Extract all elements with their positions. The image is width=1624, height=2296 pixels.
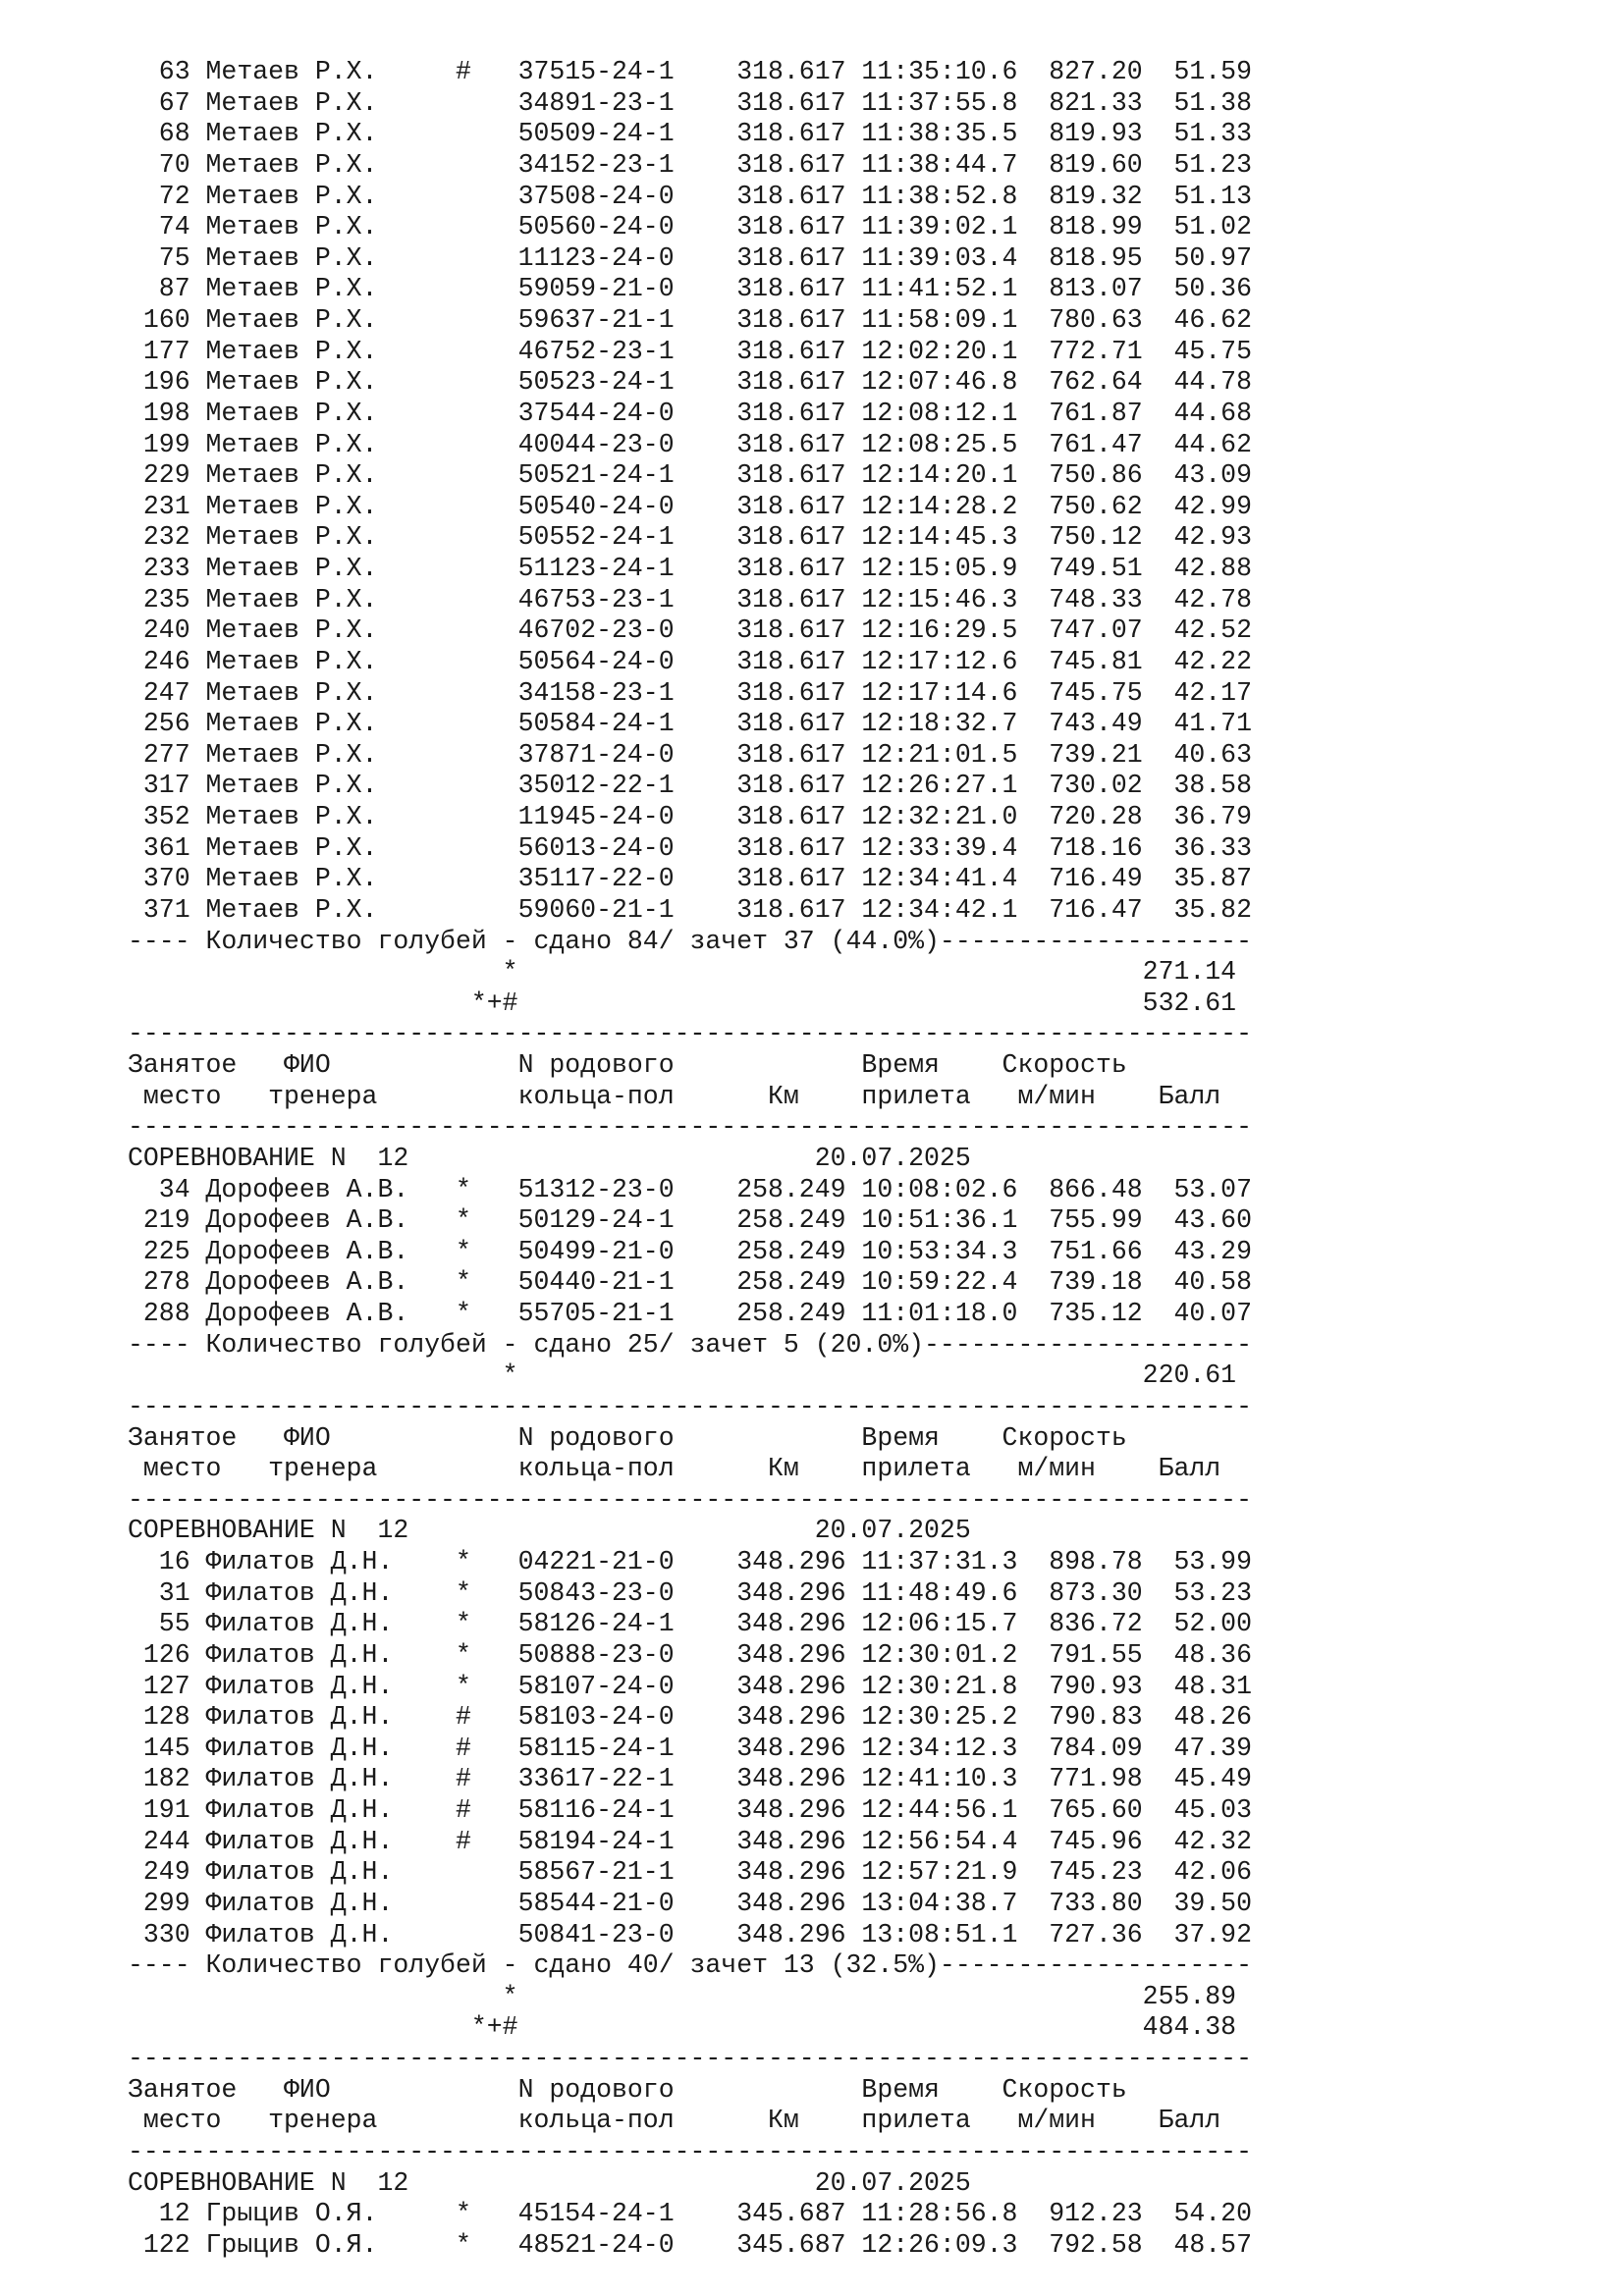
result-row: 177 Метаев Р.Х. 46752-23-1 318.617 12:02:20.1 772.71 45.75	[128, 336, 1252, 366]
divider-line: ------------------------------------------------------------------------	[128, 1112, 1252, 1143]
result-row: 370 Метаев Р.Х. 35117-22-0 318.617 12:34:41.4 716.49 35.87	[128, 864, 1252, 894]
result-row: 122 Грыцив О.Я. * 48521-24-0 345.687 12:26:09.3 792.58 48.57	[128, 2229, 1252, 2260]
column-header: место тренера кольца-пол Км прилета м/мин Балл	[128, 1081, 1221, 1111]
result-row: 232 Метаев Р.Х. 50552-24-1 318.617 12:14:45.3 750.12 42.93	[128, 522, 1252, 553]
result-row: 12 Грыцив О.Я. * 45154-24-1 345.687 11:28:56.8 912.23 54.20	[128, 2199, 1252, 2229]
result-row: 128 Филатов Д.Н. # 58103-24-0 348.296 12:30:25.2 790.83 48.26	[128, 1702, 1252, 1733]
result-row: 63 Метаев Р.Х. # 37515-24-1 318.617 11:35:10.6 827.20 51.59	[128, 57, 1252, 86]
result-row: 87 Метаев Р.Х. 59059-21-0 318.617 11:41:52.1 813.07 50.36	[128, 274, 1252, 304]
result-row: 317 Метаев Р.Х. 35012-22-1 318.617 12:26:27.1 730.02 38.58	[128, 771, 1252, 801]
result-row: 246 Метаев Р.Х. 50564-24-0 318.617 12:17:12.6 745.81 42.22	[128, 646, 1252, 676]
result-row: 196 Метаев Р.Х. 50523-24-1 318.617 12:07:46.8 762.64 44.78	[128, 367, 1252, 398]
result-row: 182 Филатов Д.Н. # 33617-22-1 348.296 12:41:10.3 771.98 45.49	[128, 1764, 1252, 1794]
result-row: 233 Метаев Р.Х. 51123-24-1 318.617 12:15:05.9 749.51 42.88	[128, 554, 1252, 583]
column-header: место тренера кольца-пол Км прилета м/мин Балл	[128, 2106, 1221, 2136]
column-header: Занятое ФИО N родового Время Скорость	[128, 2074, 1127, 2105]
column-header: Занятое ФИО N родового Время Скорость	[128, 1050, 1127, 1080]
divider-line: ------------------------------------------------------------------------	[128, 1391, 1252, 1421]
result-row: 231 Метаев Р.Х. 50540-24-0 318.617 12:14:28.2 750.62 42.99	[128, 491, 1252, 521]
result-row: 247 Метаев Р.Х. 34158-23-1 318.617 12:17:14.6 745.75 42.17	[128, 677, 1252, 708]
result-row: 75 Метаев Р.Х. 11123-24-0 318.617 11:39:03.4 818.95 50.97	[128, 242, 1252, 273]
points-total: *+# 532.61	[128, 988, 1237, 1018]
divider-line: ------------------------------------------------------------------------	[128, 2044, 1252, 2073]
competition-header: СОРЕВНОВАНИЕ N 12 20.07.2025	[128, 2167, 971, 2198]
result-row: 277 Метаев Р.Х. 37871-24-0 318.617 12:21:01.5 739.21 40.63	[128, 739, 1252, 770]
result-row: 249 Филатов Д.Н. 58567-21-1 348.296 12:57:21.9 745.23 42.06	[128, 1857, 1252, 1888]
divider-line: ------------------------------------------------------------------------	[128, 2136, 1252, 2166]
result-row: 68 Метаев Р.Х. 50509-24-1 318.617 11:38:35.5 819.93 51.33	[128, 119, 1252, 149]
points-total: * 220.61	[128, 1361, 1237, 1391]
result-row: 145 Филатов Д.Н. # 58115-24-1 348.296 12:34:12.3 784.09 47.39	[128, 1733, 1252, 1763]
result-row: 244 Филатов Д.Н. # 58194-24-1 348.296 12:56:54.4 745.96 42.32	[128, 1826, 1252, 1856]
result-row: 361 Метаев Р.Х. 56013-24-0 318.617 12:33:39.4 718.16 36.33	[128, 832, 1252, 863]
result-row: 191 Филатов Д.Н. # 58116-24-1 348.296 12:44:56.1 765.60 45.03	[128, 1795, 1252, 1825]
column-header: Занятое ФИО N родового Время Скорость	[128, 1422, 1127, 1453]
divider-line: ------------------------------------------------------------------------	[128, 1019, 1252, 1049]
result-row: 352 Метаев Р.Х. 11945-24-0 318.617 12:32:21.0 720.28 36.79	[128, 802, 1252, 831]
points-total: * 271.14	[128, 957, 1237, 988]
result-row: 240 Метаев Р.Х. 46702-23-0 318.617 12:16:29.5 747.07 42.52	[128, 615, 1252, 646]
result-row: 288 Дорофеев А.В. * 55705-21-1 258.249 11:01:18.0 735.12 40.07	[128, 1299, 1252, 1328]
result-row: 127 Филатов Д.Н. * 58107-24-0 348.296 12:30:21.8 790.93 48.31	[128, 1671, 1252, 1701]
result-row: 371 Метаев Р.Х. 59060-21-1 318.617 12:34:42.1 716.47 35.82	[128, 894, 1252, 925]
summary-line: ---- Количество голубей - сдано 84/ зачет 37 (44.0%)--------------------	[128, 926, 1252, 956]
result-row: 74 Метаев Р.Х. 50560-24-0 318.617 11:39:02.1 818.99 51.02	[128, 212, 1252, 242]
summary-line: ---- Количество голубей - сдано 40/ зачет 13 (32.5%)--------------------	[128, 1950, 1252, 1981]
result-row: 70 Метаев Р.Х. 34152-23-1 318.617 11:38:44.7 819.60 51.23	[128, 149, 1252, 180]
summary-line: ---- Количество голубей - сдано 25/ зачет 5 (20.0%)---------------------	[128, 1329, 1252, 1360]
result-row: 330 Филатов Д.Н. 50841-23-0 348.296 13:08:51.1 727.36 37.92	[128, 1919, 1252, 1949]
points-total: *+# 484.38	[128, 2012, 1237, 2043]
result-row: 31 Филатов Д.Н. * 50843-23-0 348.296 11:48:49.6 873.30 53.23	[128, 1577, 1252, 1608]
result-row: 278 Дорофеев А.В. * 50440-21-1 258.249 10:59:22.4 739.18 40.58	[128, 1267, 1252, 1298]
result-row: 72 Метаев Р.Х. 37508-24-0 318.617 11:38:52.8 819.32 51.13	[128, 181, 1252, 211]
result-row: 299 Филатов Д.Н. 58544-21-0 348.296 13:04:38.7 733.80 39.50	[128, 1888, 1252, 1918]
result-row: 126 Филатов Д.Н. * 50888-23-0 348.296 12:30:01.2 791.55 48.36	[128, 1639, 1252, 1670]
result-row: 16 Филатов Д.Н. * 04221-21-0 348.296 11:37:31.3 898.78 53.99	[128, 1547, 1252, 1576]
result-row: 225 Дорофеев А.В. * 50499-21-0 258.249 10:53:34.3 751.66 43.29	[128, 1236, 1252, 1266]
result-row: 160 Метаев Р.Х. 59637-21-1 318.617 11:58:09.1 780.63 46.62	[128, 305, 1252, 335]
result-row: 34 Дорофеев А.В. * 51312-23-0 258.249 10:08:02.6 866.48 53.07	[128, 1174, 1252, 1204]
points-total: * 255.89	[128, 1981, 1237, 2011]
result-row: 198 Метаев Р.Х. 37544-24-0 318.617 12:08:12.1 761.87 44.68	[128, 398, 1252, 428]
result-row: 199 Метаев Р.Х. 40044-23-0 318.617 12:08:25.5 761.47 44.62	[128, 429, 1252, 459]
result-row: 235 Метаев Р.Х. 46753-23-1 318.617 12:15:46.3 748.33 42.78	[128, 584, 1252, 614]
results-document	[128, 57, 1252, 2261]
result-row: 67 Метаев Р.Х. 34891-23-1 318.617 11:37:55.8 821.33 51.38	[128, 87, 1252, 118]
result-row: 229 Метаев Р.Х. 50521-24-1 318.617 12:14:20.1 750.86 43.09	[128, 460, 1252, 491]
divider-line: ------------------------------------------------------------------------	[128, 1484, 1252, 1515]
result-row: 256 Метаев Р.Х. 50584-24-1 318.617 12:18:32.7 743.49 41.71	[128, 709, 1252, 739]
result-row: 219 Дорофеев А.В. * 50129-24-1 258.249 10:51:36.1 755.99 43.60	[128, 1205, 1252, 1236]
competition-header: СОРЕВНОВАНИЕ N 12 20.07.2025	[128, 1143, 971, 1173]
result-row: 55 Филатов Д.Н. * 58126-24-1 348.296 12:06:15.7 836.72 52.00	[128, 1609, 1252, 1639]
column-header: место тренера кольца-пол Км прилета м/мин Балл	[128, 1454, 1221, 1484]
competition-header: СОРЕВНОВАНИЕ N 12 20.07.2025	[128, 1516, 971, 1546]
